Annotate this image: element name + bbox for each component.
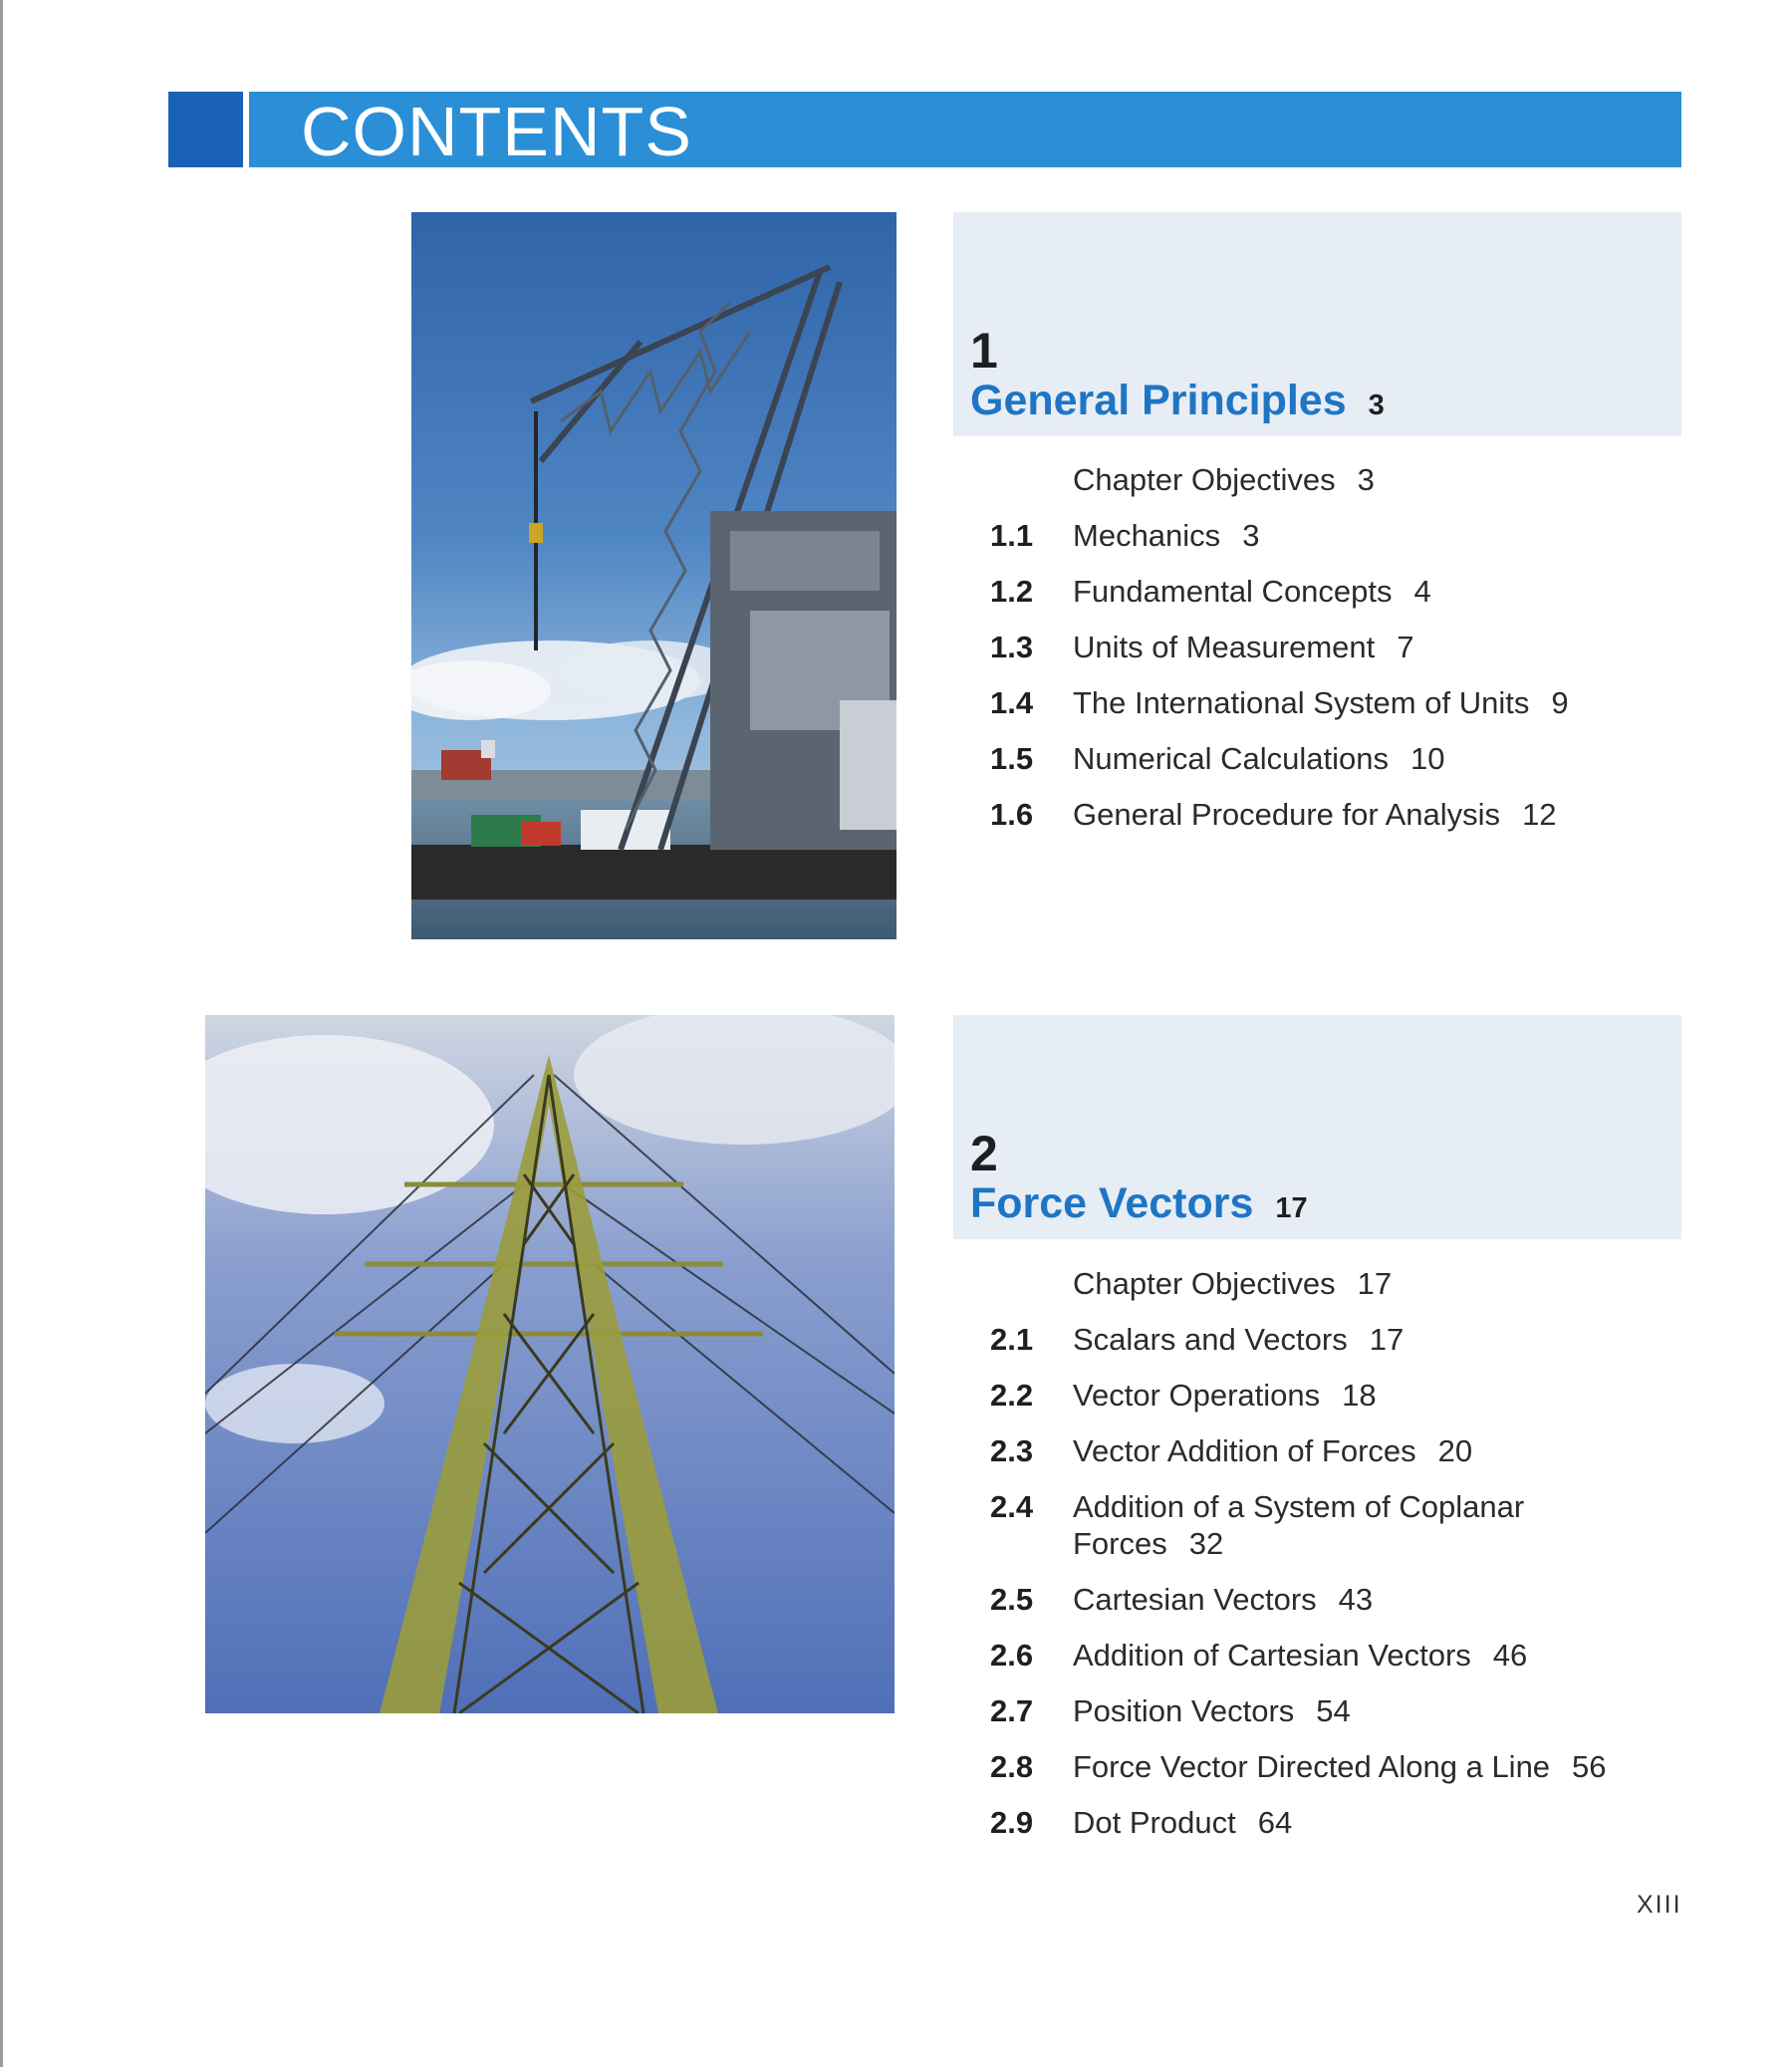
toc-entry-number: 1.6	[990, 797, 1034, 832]
toc-entry[interactable]	[953, 461, 1681, 498]
chapter-2-title: Force Vectors	[970, 1179, 1254, 1227]
toc-entry-title: Addition of a System of Coplanar Forces	[1073, 1489, 1525, 1561]
toc-entry[interactable]	[953, 1321, 1681, 1358]
toc-entry[interactable]	[953, 573, 1681, 610]
toc-entry-page: 43	[1338, 1582, 1374, 1617]
toc-entry-title: Scalars and Vectors	[1073, 1322, 1348, 1357]
toc-entry-page: 3	[1242, 518, 1260, 553]
toc-entry-title: The International System of Units	[1073, 685, 1530, 720]
toc-entry-page: 3	[1357, 462, 1375, 497]
toc-entry-number: 2.7	[990, 1693, 1034, 1728]
toc-entry-number: 2.8	[990, 1749, 1034, 1784]
toc-entry-title: Cartesian Vectors	[1073, 1582, 1317, 1617]
toc-entry-page: 9	[1551, 685, 1569, 720]
toc-entry[interactable]	[953, 1377, 1681, 1414]
toc-entry-page: 32	[1188, 1526, 1224, 1561]
toc-entry-title: Addition of Cartesian Vectors	[1073, 1638, 1471, 1673]
chapter-1-entries	[953, 461, 1681, 833]
toc-entry-number: 2.5	[990, 1582, 1034, 1617]
toc-entry-page: 56	[1572, 1749, 1607, 1784]
toc-entry-title: General Procedure for Analysis	[1073, 797, 1501, 832]
toc-entry-number: 2.6	[990, 1638, 1034, 1673]
toc-entry[interactable]	[953, 1265, 1681, 1302]
header-accent-square	[168, 92, 243, 167]
toc-entry-page: 7	[1397, 630, 1414, 664]
chapter-1-number: 1	[970, 323, 998, 379]
toc-entry-page: 64	[1257, 1805, 1293, 1840]
toc-entry-page: 17	[1357, 1266, 1393, 1301]
toc-entry[interactable]	[953, 796, 1681, 833]
toc-entry-number: 1.1	[990, 518, 1034, 553]
transmission-tower-photo	[205, 1015, 895, 1713]
toc-entry-page: 12	[1522, 797, 1557, 832]
toc-entry[interactable]	[953, 517, 1681, 554]
chapter-1-title: General Principles	[970, 377, 1347, 424]
toc-entry-number: 2.4	[990, 1489, 1034, 1524]
chapter-2-number: 2	[970, 1126, 998, 1181]
chapter-2-heading-box	[953, 1015, 1681, 1239]
header-band	[249, 92, 1681, 170]
toc-entry[interactable]	[953, 1692, 1681, 1729]
toc-entry-page: 10	[1410, 741, 1445, 776]
chapter-1-page: 3	[1368, 389, 1385, 421]
toc-entry-number: 2.3	[990, 1433, 1034, 1468]
toc-entry[interactable]	[953, 1581, 1681, 1618]
toc-entry-number: 1.3	[990, 630, 1034, 664]
toc-entry-page: 4	[1413, 574, 1431, 609]
toc-entry-title: Force Vector Directed Along a Line	[1073, 1749, 1551, 1784]
chapter-2-page: 17	[1275, 1192, 1308, 1224]
toc-entry-title: Numerical Calculations	[1073, 741, 1390, 776]
toc-entry-title: Position Vectors	[1073, 1693, 1295, 1728]
page-folio: XIII	[1637, 1891, 1682, 1919]
toc-entry-number: 1.4	[990, 685, 1034, 720]
toc-entry-title: Dot Product	[1073, 1805, 1236, 1840]
toc-entry[interactable]	[953, 1748, 1681, 1785]
toc-entry[interactable]	[953, 1637, 1681, 1674]
toc-entry-number: 2.2	[990, 1378, 1034, 1413]
toc-entry-title: Chapter Objectives	[1073, 462, 1336, 497]
toc-entry[interactable]	[953, 1488, 1681, 1562]
chapter-2-entries	[953, 1265, 1681, 1841]
toc-entry-page: 20	[1437, 1433, 1473, 1468]
toc-entry-number: 1.5	[990, 741, 1034, 776]
toc-entry-title: Units of Measurement	[1073, 630, 1376, 664]
toc-entry-number: 2.1	[990, 1322, 1034, 1357]
toc-entry-page: 17	[1369, 1322, 1405, 1357]
toc-entry-title: Vector Addition of Forces	[1073, 1433, 1416, 1468]
page-title: CONTENTS	[301, 93, 692, 170]
toc-entry-title: Mechanics	[1073, 518, 1221, 553]
toc-entry[interactable]	[953, 740, 1681, 777]
chapter-1-heading-box	[953, 212, 1681, 436]
chapter-2-title-row[interactable]	[970, 1179, 1308, 1228]
toc-entry-page: 18	[1342, 1378, 1377, 1413]
chapter-1-title-row[interactable]	[970, 377, 1385, 425]
toc-entry[interactable]	[953, 1804, 1681, 1841]
toc-entry[interactable]	[953, 1432, 1681, 1469]
toc-entry[interactable]	[953, 684, 1681, 721]
toc-entry-title: Chapter Objectives	[1073, 1266, 1336, 1301]
toc-entry-page: 54	[1316, 1693, 1351, 1728]
toc-entry-number: 2.9	[990, 1805, 1034, 1840]
crane-photo	[411, 212, 896, 939]
toc-entry-title: Fundamental Concepts	[1073, 574, 1393, 609]
page-edge-rule	[0, 0, 3, 2067]
toc-entry-number: 1.2	[990, 574, 1034, 609]
toc-entry-page: 46	[1492, 1638, 1528, 1673]
toc-entry[interactable]	[953, 629, 1681, 665]
toc-entry-title: Vector Operations	[1073, 1378, 1321, 1413]
